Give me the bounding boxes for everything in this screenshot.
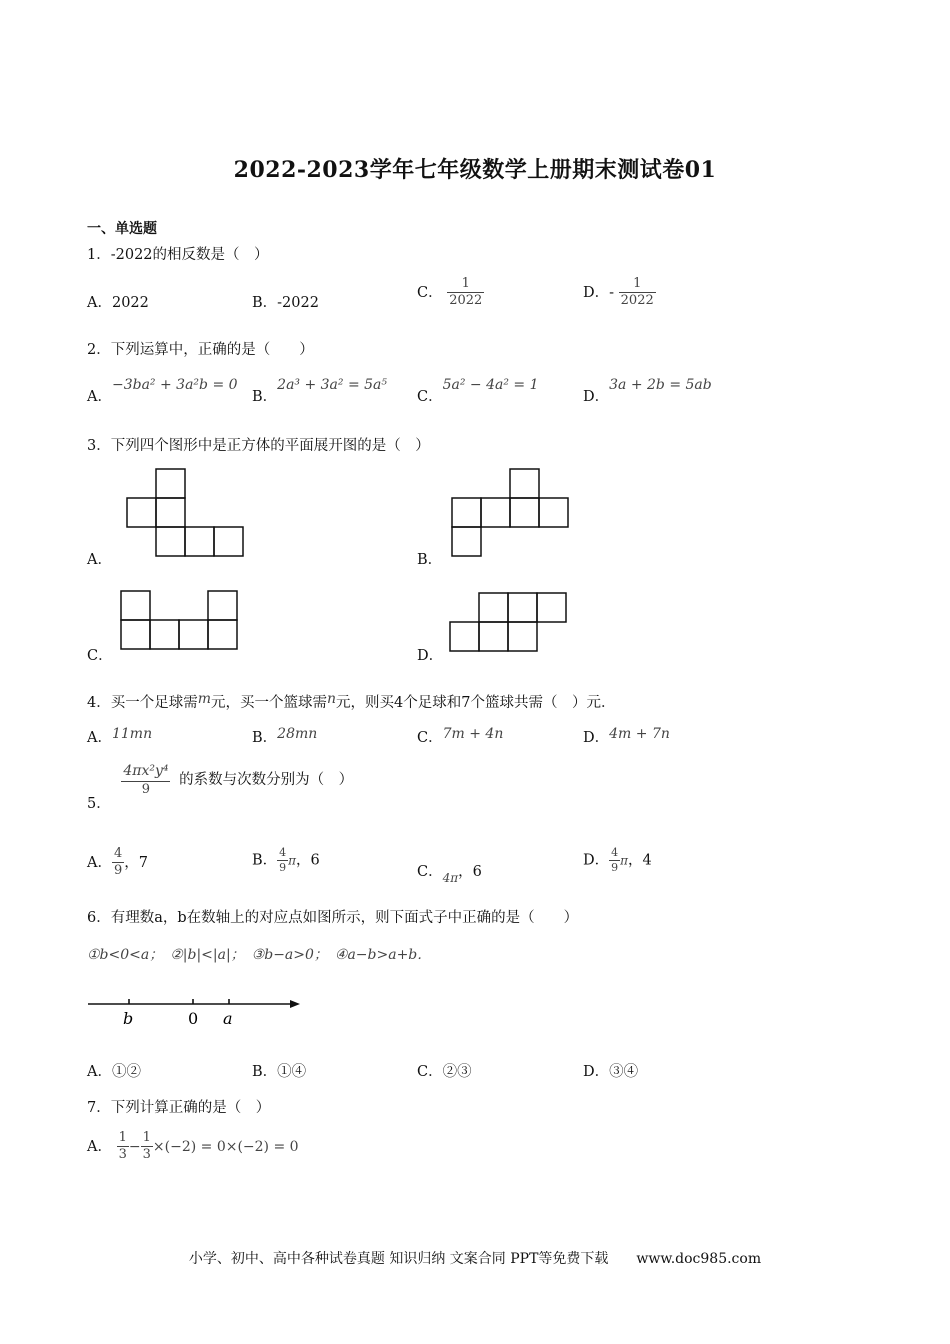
number-line-arrow bbox=[290, 1000, 300, 1008]
q6-option-d[interactable]: D．③④ bbox=[583, 1064, 639, 1080]
q2-option-d[interactable]: D．3a + 2b = 5ab bbox=[583, 377, 712, 405]
question-1-stem: 1．-2022的相反数是（ ） bbox=[87, 247, 269, 263]
question-6-statements: ①b<0<a； ②|b|<|a|； ③b−a>0； ④a−b>a+b． bbox=[87, 947, 432, 963]
footer-banner: 小学、初中、高中各种试卷真题 知识归纳 文案合同 PPT等免费下载 www.doc985.com bbox=[188, 1251, 762, 1267]
cube-net-d bbox=[446, 589, 571, 655]
q3-option-a-label[interactable]: A． bbox=[87, 552, 112, 568]
q1-option-d[interactable]: D．- $\frac{1}{2022}$ bbox=[583, 276, 654, 309]
fraction: $\frac{1}{2022}$ bbox=[449, 276, 483, 309]
fraction: $\frac{1}{2022}$ bbox=[620, 276, 654, 309]
question-6-stem: 6．有理数a，b在数轴上的对应点如图所示，则下面式子中正确的是（ ） bbox=[87, 910, 579, 926]
math-expression: −3ba² + 3a²b = 0 bbox=[111, 377, 238, 393]
q1-option-c[interactable] bbox=[417, 276, 484, 310]
q2-option-c[interactable]: C．5a² − 4a² = 1 bbox=[417, 377, 539, 405]
question-5-stem: 5． $\frac{\text{4πx²y⁴}}{9}$ 的系数与次数分别为（ ） bbox=[87, 763, 354, 813]
q1-option-b[interactable] bbox=[252, 291, 319, 312]
monomial-fraction: $\frac{\text{4πx²y⁴}}{9}$ bbox=[123, 763, 169, 797]
math-expression: 2a³ + 3a² = 5a⁵ bbox=[277, 377, 388, 393]
number-line bbox=[86, 992, 306, 1032]
q4-option-a[interactable]: A．11mn bbox=[87, 726, 153, 746]
option-text: -2022 bbox=[277, 295, 319, 311]
question-7-stem: 7．下列计算正确的是（ ） bbox=[87, 1100, 271, 1116]
math-expression: 3a + 2b = 5ab bbox=[609, 377, 712, 393]
label-b: b bbox=[123, 1009, 134, 1028]
option-label: D． bbox=[583, 284, 610, 301]
cube-net-b bbox=[446, 466, 576, 562]
q2-option-a[interactable]: A．−3ba² + 3a²b = 0 bbox=[87, 377, 238, 405]
q6-option-c[interactable]: C．②③ bbox=[417, 1064, 472, 1080]
option-label: C． bbox=[417, 284, 443, 301]
q3-option-c-label[interactable]: C． bbox=[87, 648, 113, 664]
q4-option-c[interactable]: C．7m + 4n bbox=[417, 726, 504, 746]
label-a: a bbox=[223, 1009, 233, 1028]
q5-option-b[interactable]: B． $\frac{4}{9}$ π，6 bbox=[252, 846, 320, 874]
q3-option-d-label[interactable]: D． bbox=[417, 648, 444, 664]
q4-option-d[interactable]: D．4m + 7n bbox=[583, 726, 670, 746]
question-3-stem: 3．下列四个图形中是正方体的平面展开图的是（ ） bbox=[87, 438, 430, 454]
variable-m: m bbox=[197, 691, 212, 707]
q7-option-a[interactable]: A． $\frac{1}{3}$ − $\frac{1}{3}$ ×(−2) = 0×(−2) = 0 bbox=[87, 1130, 299, 1163]
question-4-stem: 4．买一个足球需m元，买一个篮球需n元，则买4个足球和7个篮球共需（ ）元． bbox=[87, 691, 616, 711]
q5-option-c[interactable]: C．$_{4\pi}$，6 bbox=[417, 864, 482, 885]
q6-option-a[interactable]: A．①② bbox=[87, 1064, 141, 1080]
question-2-stem: 2．下列运算中，正确的是（ ） bbox=[87, 342, 314, 358]
page-title: 2022-2023学年七年级数学上册期末测试卷01 bbox=[233, 157, 717, 183]
math-expression: 5a² − 4a² = 1 bbox=[442, 377, 539, 393]
q4-option-b[interactable]: B．28mn bbox=[252, 726, 318, 746]
section-heading: 一、单选题 bbox=[87, 221, 157, 237]
option-label: B． bbox=[252, 295, 278, 311]
q6-option-b[interactable]: B．①④ bbox=[252, 1064, 307, 1080]
q5-option-d[interactable]: D． $\frac{4}{9}$ π，4 bbox=[583, 846, 652, 874]
q1-option-a[interactable] bbox=[87, 291, 149, 312]
q3-option-b-label[interactable]: B． bbox=[417, 552, 443, 568]
cube-net-a bbox=[120, 466, 250, 562]
option-label: A． bbox=[87, 295, 112, 311]
variable-n: n bbox=[327, 691, 337, 707]
label-0: 0 bbox=[188, 1009, 199, 1028]
cube-net-c bbox=[116, 587, 246, 655]
q5-option-a[interactable]: A． $\frac{4}{9}$ ，7 bbox=[87, 846, 148, 879]
q2-option-b[interactable]: B．2a³ + 3a² = 5a⁵ bbox=[252, 377, 388, 405]
option-text: 2022 bbox=[111, 295, 149, 311]
